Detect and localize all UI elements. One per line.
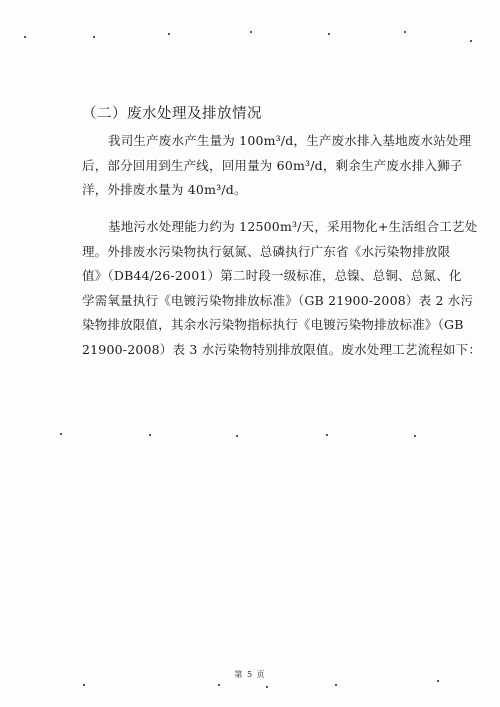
- scan-speck: [335, 684, 337, 686]
- scan-speck: [414, 435, 416, 437]
- section-title: （二）废水处理及排放情况: [82, 106, 262, 122]
- paragraph-line: 值》（DB44/26-2001）第二时段一级标准，总镍、总铜、总氮、化: [82, 268, 462, 284]
- scan-speck: [83, 684, 85, 686]
- scan-speck: [266, 686, 268, 688]
- paragraph-line: 学需氧量执行《电镀污染物排放标准》（GB 21900-2008）表 2 水污: [82, 292, 474, 308]
- page-number: 第 5 页: [234, 670, 266, 679]
- scan-speck: [250, 31, 252, 33]
- paragraph-wastewater-volume: [82, 129, 472, 203]
- scan-speck: [470, 40, 472, 42]
- scan-speck: [149, 434, 151, 436]
- paragraph-line: 21900-2008）表 3 水污染物特别排放限值。废水处理工艺流程如下：: [82, 341, 482, 357]
- scan-speck: [437, 680, 439, 682]
- scan-speck: [236, 435, 238, 437]
- scan-speck: [328, 33, 330, 35]
- scan-speck: [404, 31, 406, 33]
- scan-speck: [218, 684, 220, 686]
- paragraph-line: 理。外排废水污染物执行氨氮、总磷执行广东省《水污染物排放限: [82, 243, 451, 259]
- scan-speck: [168, 33, 170, 35]
- paragraph-line: 基地污水处理能力约为 12500m³/天，采用物化+生活组合工艺处: [108, 219, 478, 234]
- scan-speck: [60, 433, 62, 435]
- scan-speck: [24, 36, 26, 38]
- paragraph-line: 后，部分回用到生产线，回用量为 60m³/d，剩余生产废水排入狮子: [82, 157, 463, 173]
- scan-speck: [326, 434, 328, 436]
- paragraph-line: 染物排放限值，其余水污染物指标执行《电镀污染物排放标准》（GB: [82, 317, 464, 333]
- paragraph-treatment-standards: [82, 215, 482, 363]
- paragraph-line: 洋，外排废水量为 40m³/d。: [82, 182, 247, 198]
- paragraph-line: 我司生产废水产生量为 100m³/d，生产废水排入基地废水站处理: [108, 133, 472, 148]
- scan-speck: [93, 36, 95, 38]
